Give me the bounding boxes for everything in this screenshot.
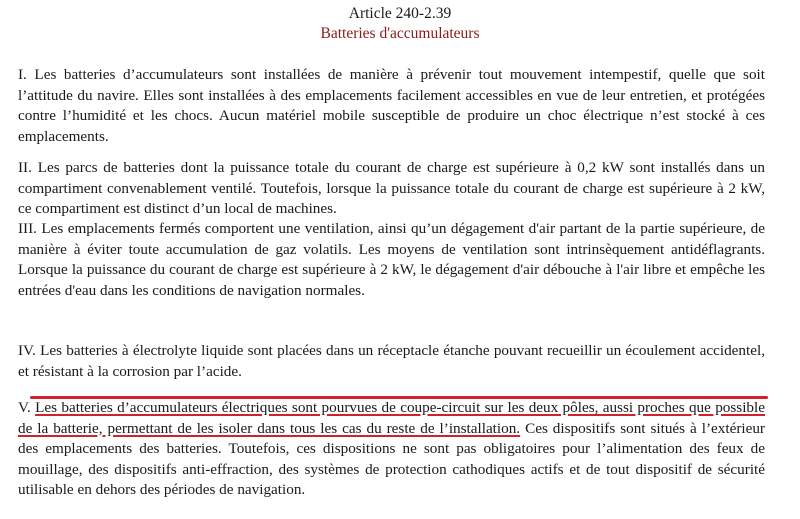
highlight-mark-top	[30, 396, 768, 399]
paragraph-v-prefix: V.	[18, 399, 36, 416]
highlighted-text: Les batteries d’accumulateurs électriques sont pourvues de coupe-circuit sur les deux pôles, aussi proches que possible de la batterie, permettant de les isoler dans tous les cas du reste de l’installation.	[18, 399, 765, 437]
article-title: Batteries d'accumulateurs	[320, 25, 480, 42]
paragraph-iv: IV. Les batteries à électrolyte liquide sont placées dans un réceptacle étanche pouvant recueillir un écoulement accidentel, et résistant à la corrosion par l’acide.	[18, 342, 765, 380]
paragraph-ii: II. Les parcs de batteries dont la puissance totale du courant de charge est supérieure à 0,2 kW sont installés dans un compartiment convenablement ventilé. Toutefois, lorsque la puissance totale du courant de charge est supérieure à 2 kW, ce compartiment est distinct d’un local de machines.	[18, 159, 765, 217]
article-number: Article 240-2.39	[348, 5, 452, 22]
paragraph-v-rest: Ces dispositifs sont situés à l’extérieur des emplacements des batteries. Toutefois, ces dispositions ne sont pas obligatoires pour l’alimentation des feux de mouillage, des dispositifs anti-effraction, des systèmes de protection cathodiques actifs et de tout dispositif de sécurité utilisable en dehors des périodes de navigation.	[18, 419, 765, 498]
paragraph-iii: III. Les emplacements fermés comportent une ventilation, ainsi qu’un dégagement d'air partant de la partie supérieure, de manière à éviter toute accumulation de gaz volatils. Les moyens de ventilation sont intrinsèquement antidéflagrants. Lorsque la puissance du courant de charge est supérieure à 2 kW, le dégagement d'air débouche à l'air libre et empêche les entrées d'eau dans les conditions de navigation normales.	[18, 220, 765, 299]
paragraph-v	[18, 398, 765, 501]
paragraph-i: I. Les batteries d’accumulateurs sont installées de manière à prévenir tout mouvement intempestif, quelle que soit l’attitude du navire. Elles sont installées à des emplacements facilement accessibles en vue de leur entretien, et protégées contre l’humidité et les chocs. Aucun matériel mobile susceptible de produire un choc électrique n’est stocké à ces emplacements.	[18, 66, 765, 145]
